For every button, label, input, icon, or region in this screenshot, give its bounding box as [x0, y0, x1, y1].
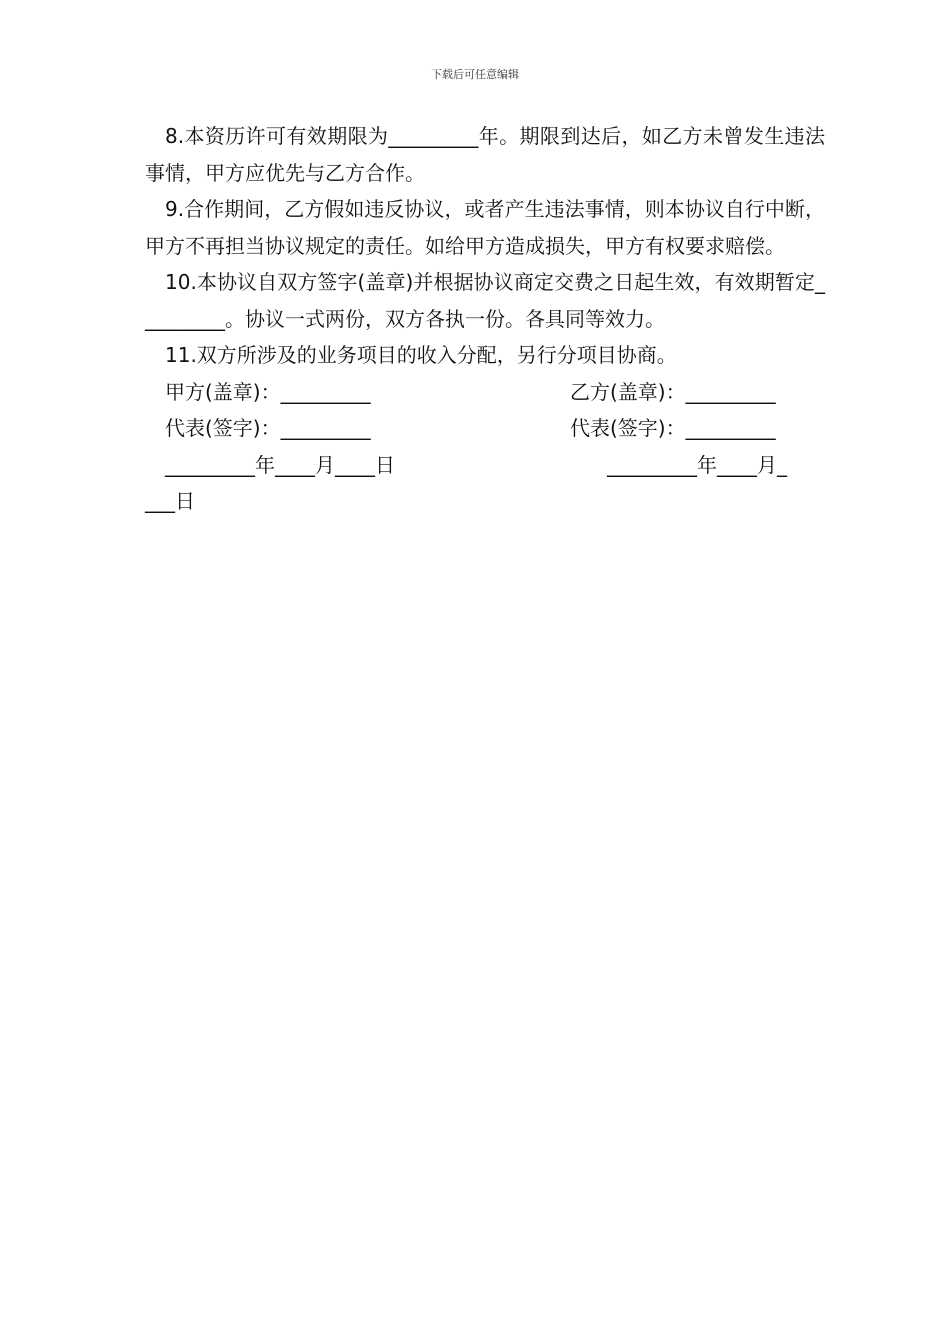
party-a-representative: 代表(签字)：_________: [165, 416, 371, 440]
header-note: 下载后可任意编辑: [431, 68, 519, 81]
party-a-date: _________年____月____日: [165, 452, 395, 477]
clause-9: 9.合作期间，乙方假如违反协议，或者产生违法事情，则本协议自行中断，甲方不再担当协议规定的责任。如给甲方造成损失，甲方有权要求赔偿。: [145, 197, 825, 258]
party-a-seal: 甲方(盖章)：_________: [165, 379, 371, 404]
date-row: [145, 447, 825, 484]
seal-row: [145, 374, 825, 411]
party-b-representative: 代表(签字)：_________: [570, 416, 776, 440]
agreement-body: [145, 118, 825, 520]
party-b-date: _________年____月_: [607, 452, 787, 477]
party-b-seal: 乙方(盖章)：_________: [570, 379, 776, 404]
clause-8: 8.本资历许可有效期限为_________年。期限到达后，如乙方未曾发生违法事情，甲方应优先与乙方合作。: [145, 124, 825, 185]
representative-row: [145, 410, 825, 447]
clause-10: 10.本协议自双方签字(盖章)并根据协议商定交费之日起生效，有效期暂定_________。协议一式两份，双方各执一份。各具同等效力。: [145, 270, 825, 331]
clause-11: 11.双方所涉及的业务项目的收入分配，另行分项目协商。: [165, 343, 677, 367]
party-b-date-continued: ___日: [145, 489, 195, 513]
